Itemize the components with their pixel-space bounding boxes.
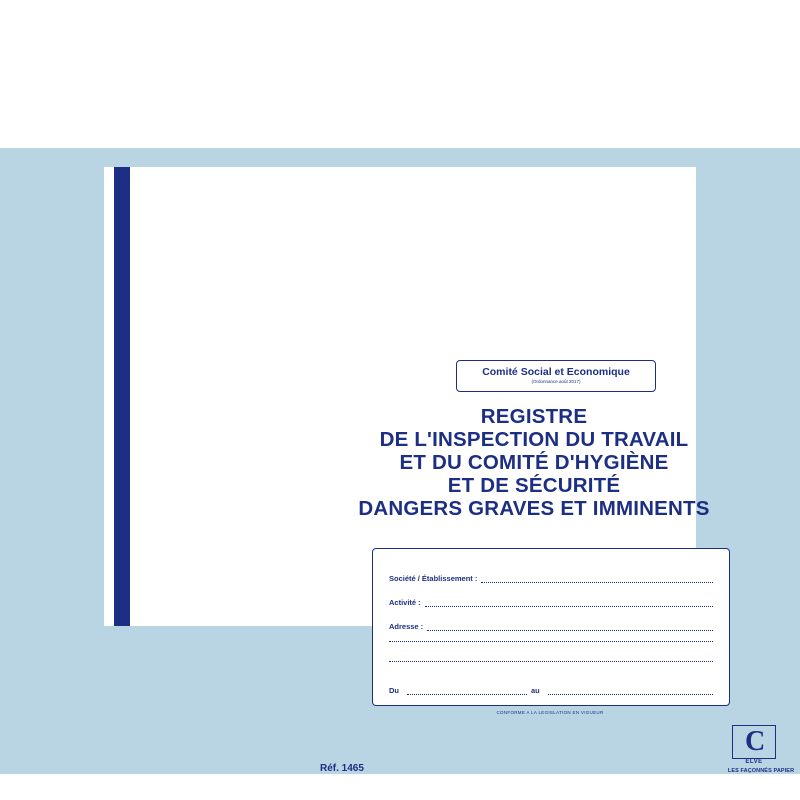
elve-logo [724, 725, 798, 779]
field-activite [389, 593, 713, 607]
logo-brand-name: ELVE [745, 759, 763, 765]
register-cover [104, 167, 795, 774]
reference-code: Réf. 1465 [320, 763, 364, 774]
conformity-note: CONFORME A LA LEGISLATION EN VIGUEUR [496, 710, 604, 715]
title-line-1: REGISTRE [480, 405, 588, 428]
field-adresse [389, 617, 713, 631]
adresse-extra-line-2[interactable] [389, 661, 713, 662]
cse-badge-title: Comité Social et Economique [482, 366, 630, 378]
title-line-2: DE L'INSPECTION DU TRAVAIL [379, 428, 689, 451]
du-label: Du [389, 686, 399, 695]
du-input-line[interactable] [407, 685, 527, 695]
adresse-label: Adresse : [389, 622, 424, 631]
societe-input-line[interactable] [481, 573, 713, 583]
activite-label: Activité : [389, 598, 421, 607]
field-period [389, 683, 713, 695]
logo-frame [732, 725, 776, 759]
activite-input-line[interactable] [425, 597, 713, 607]
title-line-5: DANGERS GRAVES ET IMMINENTS [358, 497, 710, 520]
title-line-4: ET DE SÉCURITÉ [447, 474, 621, 497]
societe-label: Société / Établissement : [389, 574, 478, 583]
field-societe [389, 569, 713, 583]
adresse-input-line[interactable] [427, 621, 713, 631]
logo-c-mark: C [745, 726, 766, 757]
title-line-3: ET DU COMITÉ D'HYGIÈNE [399, 451, 669, 474]
au-input-line[interactable] [548, 685, 713, 695]
binding-spine [114, 167, 130, 626]
au-label: au [531, 686, 540, 695]
cse-badge-subtitle: (Ordonnance août 2017) [531, 379, 581, 384]
cover-left-margin [104, 167, 114, 626]
page-title [284, 405, 784, 520]
adresse-extra-line-1[interactable] [389, 641, 713, 642]
identification-form [372, 548, 730, 706]
cse-badge [456, 360, 656, 392]
logo-tagline: LES FAÇONNÉS PAPIER [727, 768, 795, 774]
